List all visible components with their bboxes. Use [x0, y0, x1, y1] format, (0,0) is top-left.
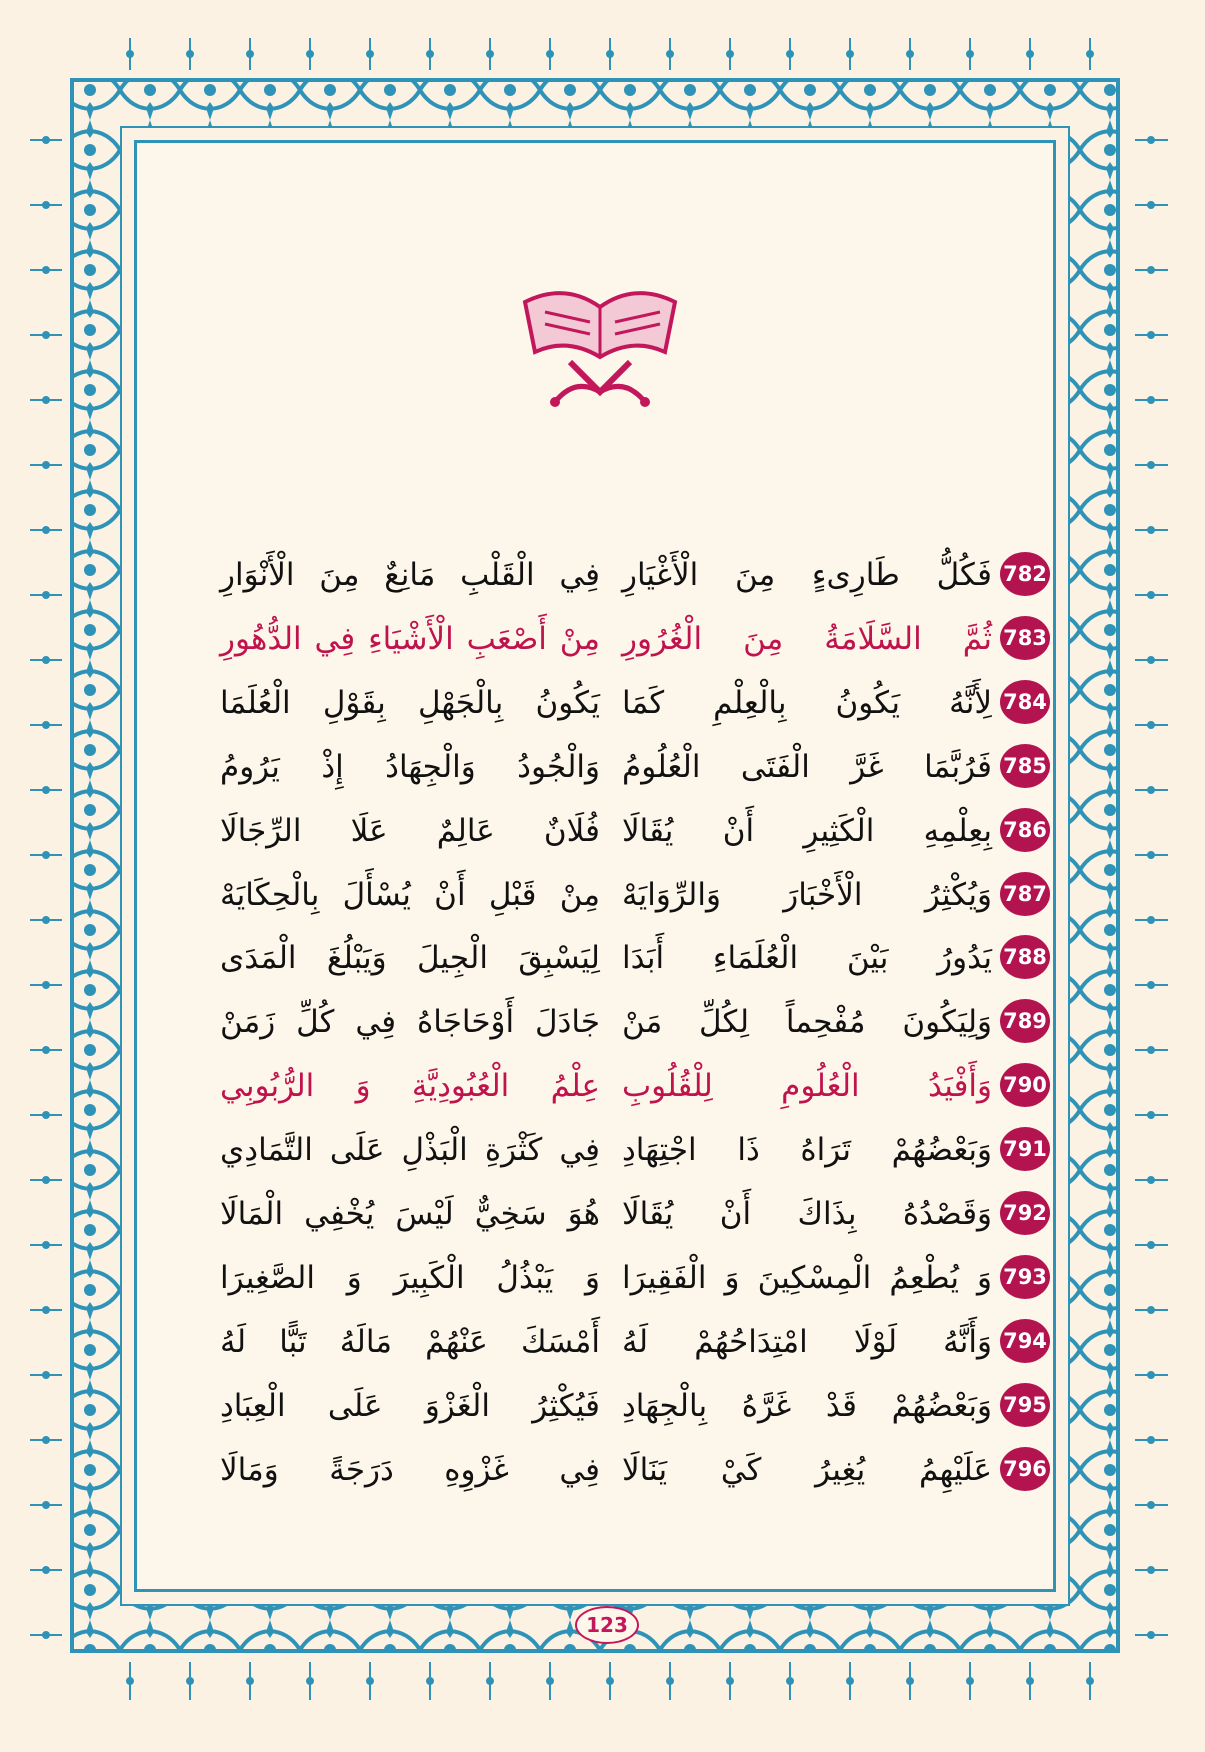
verse-number-badge: 785	[1000, 744, 1050, 788]
verse-first-hemistich: وَبَعْضُهُمْ تَرَاهُ ذَا اجْتِهَادِ	[622, 1132, 992, 1169]
verse-first-hemistich: فَرُبَّمَا غَرَّ الْفَتَى الْعُلُومُ	[622, 748, 992, 785]
verse-first-hemistich: وَيُكْثِرُ الْأَخْبَارَ وَالرِّوَايَهْ	[622, 876, 992, 913]
verse-second-hemistich: لِيَسْبِقَ الْجِيلَ وَيَبْلُغَ الْمَدَى	[220, 940, 600, 977]
verse-row	[180, 1443, 1050, 1499]
verse-first-hemistich: عَلَيْهِمُ يُغِيرُ كَيْ يَنَالَا	[622, 1451, 992, 1488]
verse-first-hemistich: يَدُورُ بَيْنَ الْعُلَمَاءِ أَبَدَا	[622, 940, 992, 977]
verse-row	[180, 740, 1050, 796]
verse-first-hemistich: لِأَنَّهُ يَكُونُ بِالْعِلْمِ كَمَا	[622, 684, 992, 721]
verse-number-badge: 794	[1000, 1319, 1050, 1363]
verse-row	[180, 612, 1050, 668]
verse-second-hemistich: عِلْمُ الْعُبُودِيَّةِ وَ الرُّبُوبِي	[220, 1068, 600, 1105]
verse-second-hemistich: جَادَلَ أَوْحَاجَاهُ فِي كُلِّ زَمَنْ	[220, 1004, 600, 1041]
verse-number-badge: 793	[1000, 1255, 1050, 1299]
verse-row	[180, 1251, 1050, 1307]
verse-second-hemistich: وَالْجُودُ وَالْجِهَادُ إِذْ يَرُومُ	[220, 748, 600, 785]
verse-number-badge: 795	[1000, 1383, 1050, 1427]
verse-first-hemistich: وَ يُطْعِمُ الْمِسْكِينَ وَ الْفَقِيرَا	[622, 1259, 992, 1296]
verse-number-badge: 789	[1000, 999, 1050, 1043]
verse-number-badge: 792	[1000, 1191, 1050, 1235]
verse-second-hemistich: فَيُكْثِرُ الْغَزْوَ عَلَى الْعِبَادِ	[220, 1387, 600, 1424]
verse-row	[180, 548, 1050, 604]
verse-second-hemistich: فِي كَثْرَةِ الْبَذْلِ عَلَى التَّمَادِي	[220, 1132, 600, 1169]
verse-row	[180, 1315, 1050, 1371]
verse-first-hemistich: ثُمَّ السَّلَامَةُ مِنَ الْغُرُورِ	[622, 620, 992, 657]
verse-row	[180, 931, 1050, 987]
verse-second-hemistich: هُوَ سَخِيٌّ لَيْسَ يُخْفِي الْمَالَا	[220, 1196, 600, 1232]
verse-second-hemistich: فِي غَزْوِهِ دَرَجَةً وَمَالَا	[220, 1451, 600, 1488]
verse-row	[180, 995, 1050, 1051]
verse-number-badge: 796	[1000, 1447, 1050, 1491]
verse-number-badge: 783	[1000, 616, 1050, 660]
verse-second-hemistich: مِنْ قَبْلِ أَنْ يُسْأَلَ بِالْحِكَايَهْ	[220, 876, 600, 913]
verse-first-hemistich: وَأَنَّهُ لَوْلَا امْتِدَاحُهُمْ لَهُ	[622, 1323, 992, 1360]
quran-bookstand-icon	[515, 282, 685, 412]
verse-number-badge: 790	[1000, 1063, 1050, 1107]
verse-number-badge: 787	[1000, 872, 1050, 916]
verse-second-hemistich: مِنْ أَصْعَبِ الْأَشْيَاءِ فِي الدُّهُورِ	[220, 620, 600, 657]
verse-row	[180, 868, 1050, 924]
verse-first-hemistich: وَقَصْدُهُ بِذَاكَ أَنْ يُقَالَا	[622, 1196, 992, 1232]
verse-number-badge: 791	[1000, 1127, 1050, 1171]
verse-second-hemistich: أَمْسَكَ عَنْهُمْ مَالَهُ تَبًّا لَهُ	[220, 1323, 600, 1360]
verse-second-hemistich: وَ يَبْذُلُ الْكَبِيرَ وَ الصَّغِيرَا	[220, 1259, 600, 1296]
verse-number-badge: 786	[1000, 808, 1050, 852]
verse-second-hemistich: فِي الْقَلْبِ مَانِعٌ مِنَ الْأَنْوَارِ	[220, 557, 600, 593]
verse-row	[180, 1123, 1050, 1179]
verse-row	[180, 676, 1050, 732]
verse-row	[180, 1187, 1050, 1243]
verse-first-hemistich: فَكُلُّ طَارِىءٍ مِنَ الْأَغْيَارِ	[622, 557, 992, 593]
page-number: 123	[575, 1606, 639, 1644]
verse-number-badge: 782	[1000, 552, 1050, 596]
verse-number-badge: 788	[1000, 935, 1050, 979]
verse-first-hemistich: بِعِلْمِهِ الْكَثِيرِ أَنْ يُقَالَا	[622, 812, 992, 849]
verse-first-hemistich: وَلِيَكُونَ مُفْحِماً لِكُلِّ مَنْ	[622, 1004, 992, 1041]
verse-row	[180, 1379, 1050, 1435]
verse-number-badge: 784	[1000, 680, 1050, 724]
verse-row	[180, 1059, 1050, 1115]
verse-second-hemistich: فُلَانٌ عَالِمٌ عَلَا الرِّجَالَا	[220, 812, 600, 849]
verse-second-hemistich: يَكُونُ بِالْجَهْلِ بِقَوْلِ الْعُلَمَا	[220, 684, 600, 721]
verse-row	[180, 804, 1050, 860]
verse-first-hemistich: وَأَفْيَدُ الْعُلُومِ لِلْقُلُوبِ	[622, 1068, 992, 1105]
verse-first-hemistich: وَبَعْضُهُمْ قَدْ غَرَّهُ بِالْجِهَادِ	[622, 1387, 992, 1424]
